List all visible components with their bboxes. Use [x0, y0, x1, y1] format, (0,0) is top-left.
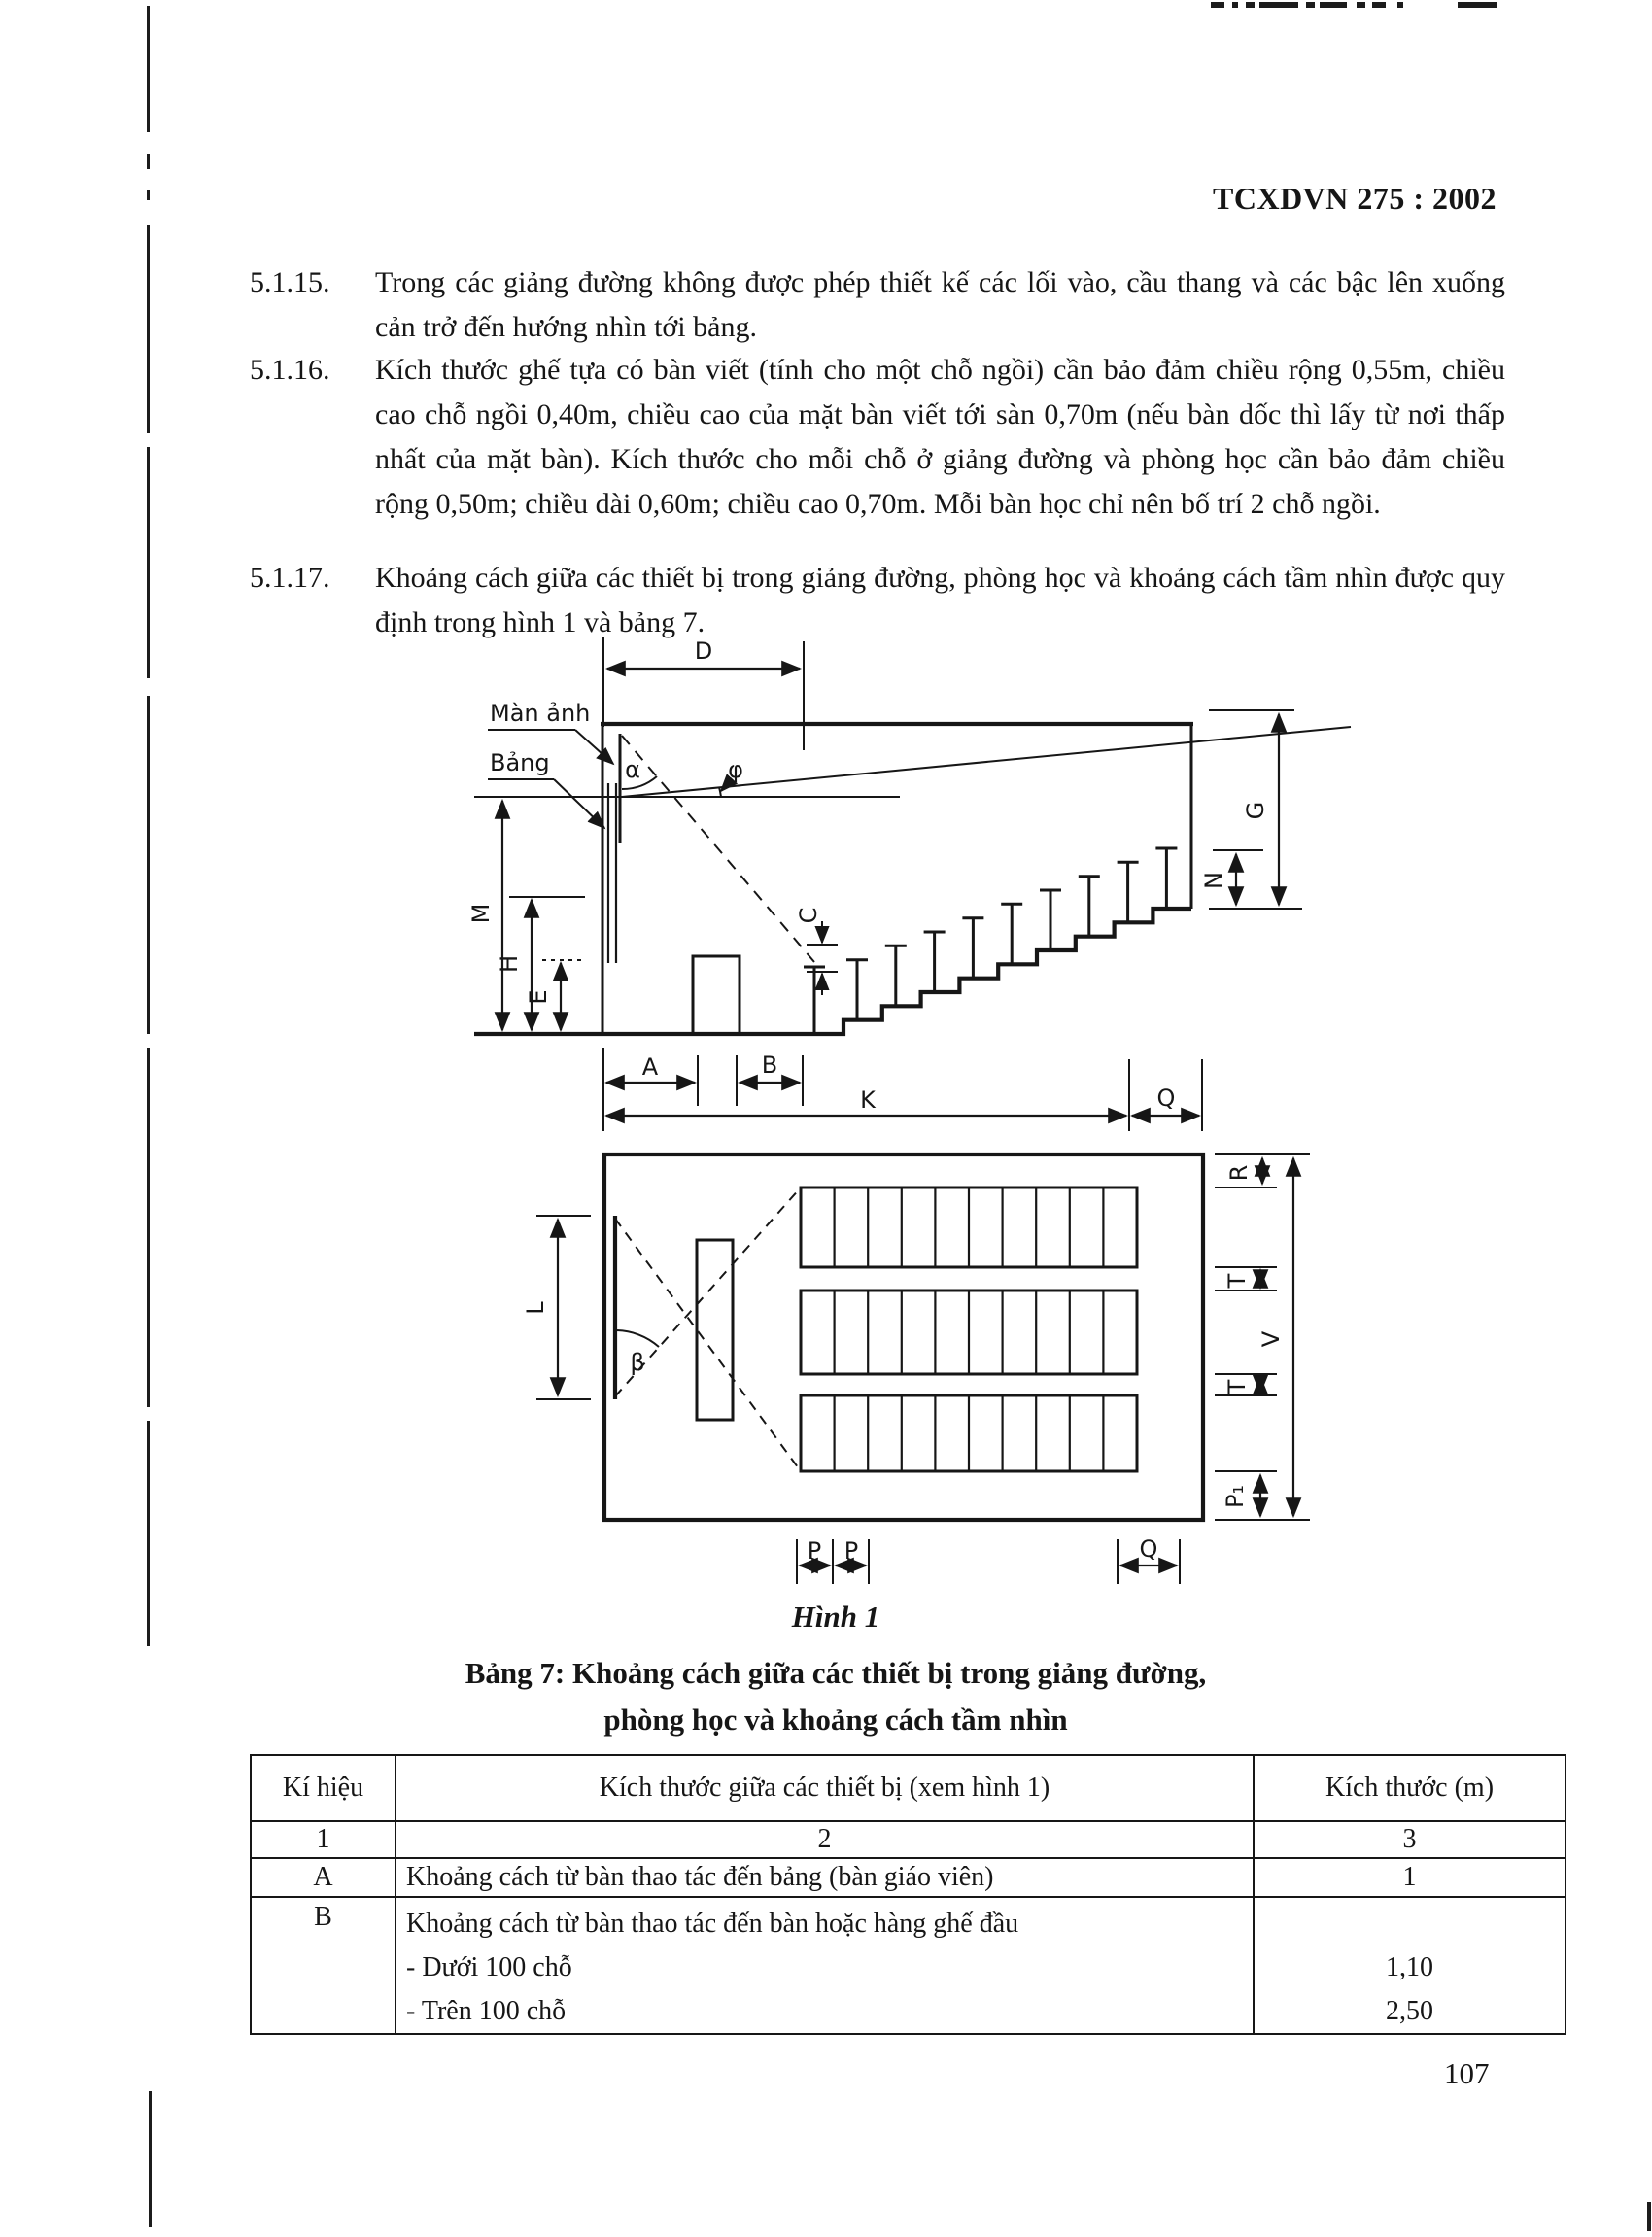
paragraph-text: Trong các giảng đường không được phép thiết kế các lối vào, cầu thang và các bậc lên xuống cản trở đến hướng nhìn tới bảng. [375, 266, 1505, 343]
column-number: 1 [251, 1821, 396, 1858]
scan-margin-line [147, 1048, 150, 1407]
col-header-description: Kích thước giữa các thiết bị (xem hình 1) [396, 1755, 1254, 1821]
section-bottom-dims [603, 1048, 1202, 1131]
table-row-B [251, 1897, 1566, 2034]
scan-margin-line [147, 447, 150, 678]
sight-line-dashed [622, 736, 814, 962]
dim-label-K: K [860, 1086, 876, 1114]
paragraph-5-1-15 [250, 260, 1505, 350]
angle-label-beta: β [630, 1349, 645, 1376]
row-sub-label: - Dưới 100 chỗ [406, 1952, 572, 1982]
dim-label-T: T [1223, 1273, 1251, 1289]
figure-caption: Hình 1 [791, 1600, 880, 1634]
section-view [467, 637, 1351, 1131]
seating-blocks [801, 1187, 1137, 1471]
dim-M [467, 801, 502, 1030]
dim-label-B: B [761, 1051, 778, 1079]
dim-label-R: R [1225, 1164, 1253, 1182]
scan-margin-line [147, 696, 150, 1034]
dim-label-Q: Q [1139, 1535, 1158, 1563]
scan-edge-mark [1647, 2202, 1651, 2231]
dim-label-P1: P₁ [1222, 1484, 1249, 1509]
dim-L [522, 1216, 591, 1399]
table-7 [250, 1754, 1566, 2035]
room-outline [604, 1154, 1203, 1520]
scan-top-dash [1232, 2, 1238, 8]
dim-label-E: E [525, 989, 552, 1005]
row-description: Khoảng cách từ bàn thao tác đến bảng (bàn giáo viên) [396, 1858, 1254, 1897]
dim-E [525, 960, 585, 1030]
row-sub-label: - Trên 100 chỗ [406, 1996, 567, 2026]
col-header-value: Kích thước (m) [1254, 1755, 1566, 1821]
seat-posts [804, 848, 1177, 1034]
board-label: Bảng [490, 749, 550, 776]
scan-top-dash [1372, 2, 1386, 8]
plan-bottom-dims [797, 1535, 1180, 1584]
scan-top-dash [1357, 2, 1365, 8]
table-row-A [251, 1858, 1566, 1897]
dim-N [1200, 850, 1263, 905]
scan-margin-line [147, 1421, 150, 1646]
scan-margin-line [147, 6, 150, 132]
plan-sight-line [615, 1219, 801, 1471]
dim-H [496, 897, 585, 1030]
dim-label-C: C [795, 907, 822, 924]
paragraph-text: Khoảng cách giữa các thiết bị trong giảng đường, phòng học và khoảng cách tầm nhìn được quy định trong hình 1 và bảng 7. [375, 562, 1505, 638]
row-values [1254, 1897, 1566, 2034]
row-symbol: B [251, 1897, 396, 2034]
row-description [396, 1897, 1254, 2034]
document-code-header: TCXDVN 275 : 2002 [1213, 181, 1497, 216]
angle-phi [719, 756, 743, 797]
dim-label-P: P [843, 1537, 859, 1565]
scan-margin-line [147, 190, 150, 200]
table-header-row [251, 1755, 1566, 1821]
angle-label-alpha: α [625, 756, 640, 783]
angle-label-phi: φ [728, 756, 743, 783]
scan-margin-line [147, 225, 150, 433]
paragraph-text: Kích thước ghế tựa có bàn viết (tính cho một chỗ ngồi) cần bảo đảm chiều rộng 0,55m, chiều cao chỗ ngồi 0,40m, chiều cao của mặt bàn viết tới sàn 0,70m (nếu bàn dốc thì lấy từ nơi thấp nhất của mặt bàn). Kích thước cho mỗi chỗ ở giảng đường và phòng học cần bảo đảm chiều rộng 0,50m; chiều dài 0,60m; chiều cao 0,70m. Mỗi bàn học chỉ nên bố trí 2 chỗ ngồi. [375, 354, 1505, 520]
table-title [175, 1650, 1497, 1743]
row-value: 1 [1254, 1858, 1566, 1897]
dim-label-P: P [807, 1537, 822, 1565]
dim-label-D: D [694, 637, 713, 665]
scan-top-dash [1259, 2, 1298, 8]
table-column-number-row [251, 1821, 1566, 1858]
scan-top-dash [1246, 2, 1255, 8]
column-number: 3 [1254, 1821, 1566, 1858]
paragraph-number: 5.1.15. [250, 266, 330, 298]
dim-label-T: T [1223, 1379, 1251, 1394]
scan-margin-line [149, 2091, 152, 2227]
scan-margin-line [147, 154, 150, 169]
dim-label-L: L [522, 1301, 549, 1315]
dim-label-Q: Q [1156, 1084, 1176, 1112]
screen-label: Màn ảnh [490, 700, 591, 727]
scan-top-dash [1306, 2, 1315, 8]
dim-D [603, 637, 804, 750]
figure-1-diagram [428, 622, 1380, 1633]
paragraph-5-1-16 [250, 348, 1505, 527]
table-title-line2: phòng học và khoảng cách tầm nhìn [603, 1703, 1068, 1737]
row-symbol: A [251, 1858, 396, 1897]
paragraph-number: 5.1.17. [250, 562, 330, 594]
dim-label-M: M [467, 903, 495, 924]
scan-top-dash [1397, 2, 1403, 8]
dim-label-G: G [1242, 801, 1269, 820]
col-header-symbol: Kí hiệu [251, 1755, 396, 1821]
demo-table [693, 956, 740, 1034]
row-sub-value: 2,50 [1386, 1996, 1433, 2026]
dim-label-A: A [641, 1053, 659, 1081]
paragraph-number: 5.1.16. [250, 354, 330, 386]
row-sub-value: 1,10 [1386, 1952, 1433, 1982]
row-description-main: Khoảng cách từ bàn thao tác đến bàn hoặc hàng ghế đầu [406, 1909, 1019, 1939]
page-number: 107 [1444, 2056, 1490, 2090]
demo-table-plan [697, 1240, 733, 1420]
scan-top-dash [1320, 2, 1347, 8]
table-title-line1: Bảng 7: Khoảng cách giữa các thiết bị trong giảng đường, [465, 1656, 1207, 1690]
dim-C [795, 908, 838, 995]
scan-top-dash [1211, 2, 1224, 8]
dim-label-N: N [1200, 872, 1227, 889]
callout-board [488, 749, 604, 828]
angle-alpha [622, 756, 657, 789]
dim-label-V: V [1257, 1330, 1285, 1348]
dim-label-H: H [496, 954, 523, 974]
column-number: 2 [396, 1821, 1254, 1858]
plan-view [522, 1154, 1310, 1584]
scan-top-dash [1458, 2, 1497, 8]
plan-right-dims [1215, 1154, 1310, 1520]
